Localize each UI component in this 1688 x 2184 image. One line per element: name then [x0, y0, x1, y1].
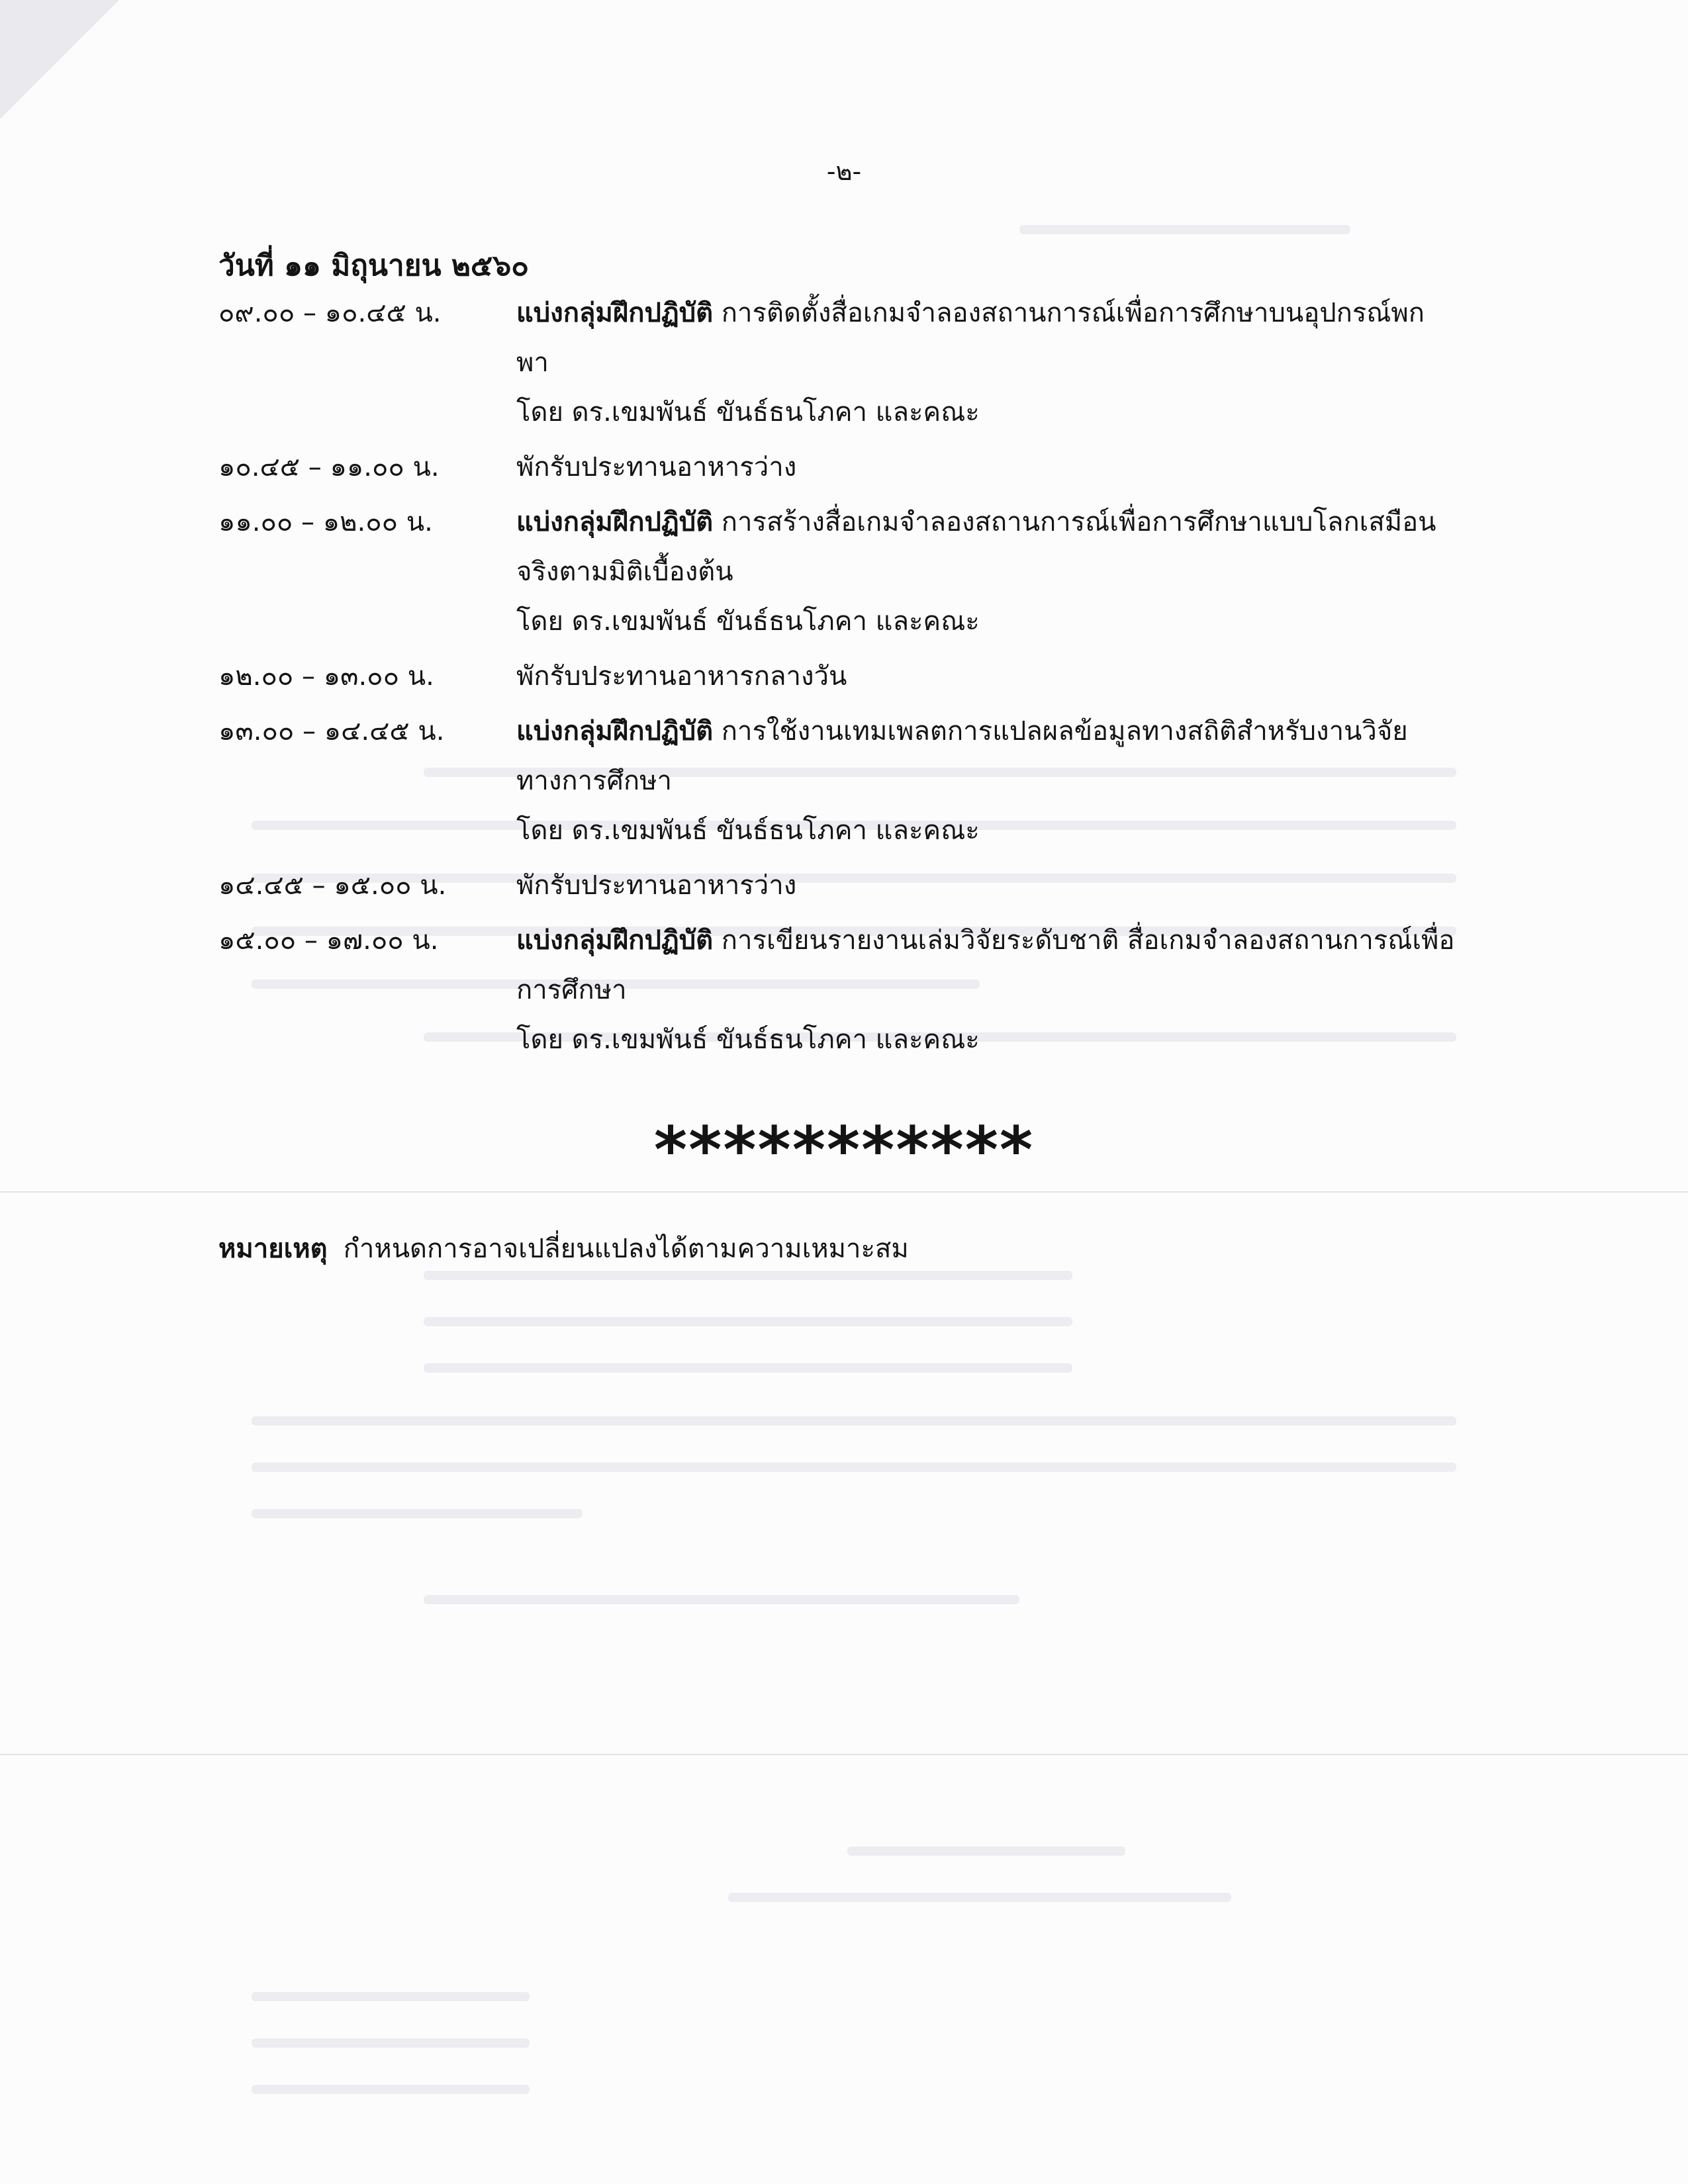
activity-line	[516, 289, 1456, 388]
bleed-through	[424, 1595, 1019, 1604]
schedule-list	[218, 289, 1476, 1070]
fold-line	[0, 1754, 1688, 1755]
bleed-through	[252, 2085, 530, 2094]
activity	[516, 498, 1456, 647]
activity-line	[516, 916, 1456, 1015]
time-slot: ๑๑.๐๐ – ๑๒.๐๐ น.	[218, 507, 433, 537]
activity	[516, 707, 1456, 856]
presenter: โดย ดร.เขมพันธ์ ขันธ์ธนโภคา และคณะ	[516, 1024, 980, 1055]
activity-text: การเขียนรายงานเล่มวิจัยระดับชาติ สื่อเกมจำลองสถานการณ์เพื่อการศึกษา	[516, 925, 1455, 1005]
activity-text: การใช้งานเทมเพลตการแปลผลข้อมูลทางสถิติสำหรับงานวิจัยทางการศึกษา	[516, 716, 1408, 796]
activity	[516, 861, 1456, 911]
bleed-through	[728, 1893, 1231, 1902]
activity-line	[516, 707, 1456, 806]
time-slot: ๑๔.๔๕ – ๑๕.๐๐ น.	[218, 870, 447, 901]
activity-text: พักรับประทานอาหารกลางวัน	[516, 661, 847, 692]
activity-text: พักรับประทานอาหารว่าง	[516, 870, 797, 901]
bleed-through	[1019, 225, 1350, 234]
activity-title: แบ่งกลุ่มฝึกปฏิบัติ	[516, 925, 714, 956]
schedule-entry	[218, 443, 1476, 492]
activity-text: การติดตั้งสื่อเกมจำลองสถานการณ์เพื่อการศึกษาบนอุปกรณ์พกพา	[516, 298, 1425, 378]
page-corner-fold	[0, 0, 119, 119]
activity	[516, 916, 1456, 1065]
activity-text: การสร้างสื่อเกมจำลองสถานการณ์เพื่อการศึกษาแบบโลกเสมือนจริงตามมิติเบื้องต้น	[516, 507, 1436, 587]
bleed-through	[252, 1416, 1456, 1426]
schedule-entry	[218, 916, 1476, 1065]
schedule-entry	[218, 289, 1476, 437]
activity	[516, 289, 1456, 437]
time-slot: ๑๒.๐๐ – ๑๓.๐๐ น.	[218, 661, 434, 692]
activity-title: แบ่งกลุ่มฝึกปฏิบัติ	[516, 507, 714, 537]
bleed-through	[252, 2038, 530, 2048]
activity-line	[516, 498, 1456, 597]
bleed-through	[424, 1363, 1072, 1373]
activity	[516, 652, 1456, 702]
note-text: กำหนดการอาจเปลี่ยนแปลงได้ตามความเหมาะสม	[343, 1234, 909, 1264]
presenter: โดย ดร.เขมพันธ์ ขันธ์ธนโภคา และคณะ	[516, 606, 980, 637]
activity	[516, 443, 1456, 492]
note	[218, 1224, 909, 1274]
bleed-through	[252, 1992, 530, 2001]
schedule-entry	[218, 652, 1476, 702]
schedule-entry	[218, 498, 1476, 647]
asterisk-divider: ***********	[653, 1113, 1035, 1187]
schedule-entry	[218, 707, 1476, 856]
date-heading: วันที่ ๑๑ มิถุนายน ๒๕๖๐	[218, 249, 529, 283]
presenter: โดย ดร.เขมพันธ์ ขันธ์ธนโภคา และคณะ	[516, 815, 980, 846]
time-slot: ๑๕.๐๐ – ๑๗.๐๐ น.	[218, 925, 439, 956]
activity-title: แบ่งกลุ่มฝึกปฏิบัติ	[516, 716, 714, 747]
time-slot: ๑๓.๐๐ – ๑๔.๔๕ น.	[218, 716, 445, 747]
fold-line	[0, 1191, 1688, 1193]
note-label: หมายเหตุ	[218, 1234, 328, 1264]
schedule-entry	[218, 861, 1476, 911]
time-slot: ๑๐.๔๕ – ๑๑.๐๐ น.	[218, 452, 440, 482]
bleed-through	[847, 1846, 1125, 1856]
activity-text: พักรับประทานอาหารว่าง	[516, 452, 797, 482]
presenter: โดย ดร.เขมพันธ์ ขันธ์ธนโภคา และคณะ	[516, 397, 980, 428]
bleed-through	[252, 1509, 583, 1518]
bleed-through	[424, 1317, 1072, 1326]
bleed-through	[252, 1463, 1456, 1472]
time-slot: ๐๙.๐๐ – ๑๐.๔๕ น.	[218, 298, 442, 328]
page-number: -๒-	[826, 157, 862, 186]
activity-title: แบ่งกลุ่มฝึกปฏิบัติ	[516, 298, 714, 328]
